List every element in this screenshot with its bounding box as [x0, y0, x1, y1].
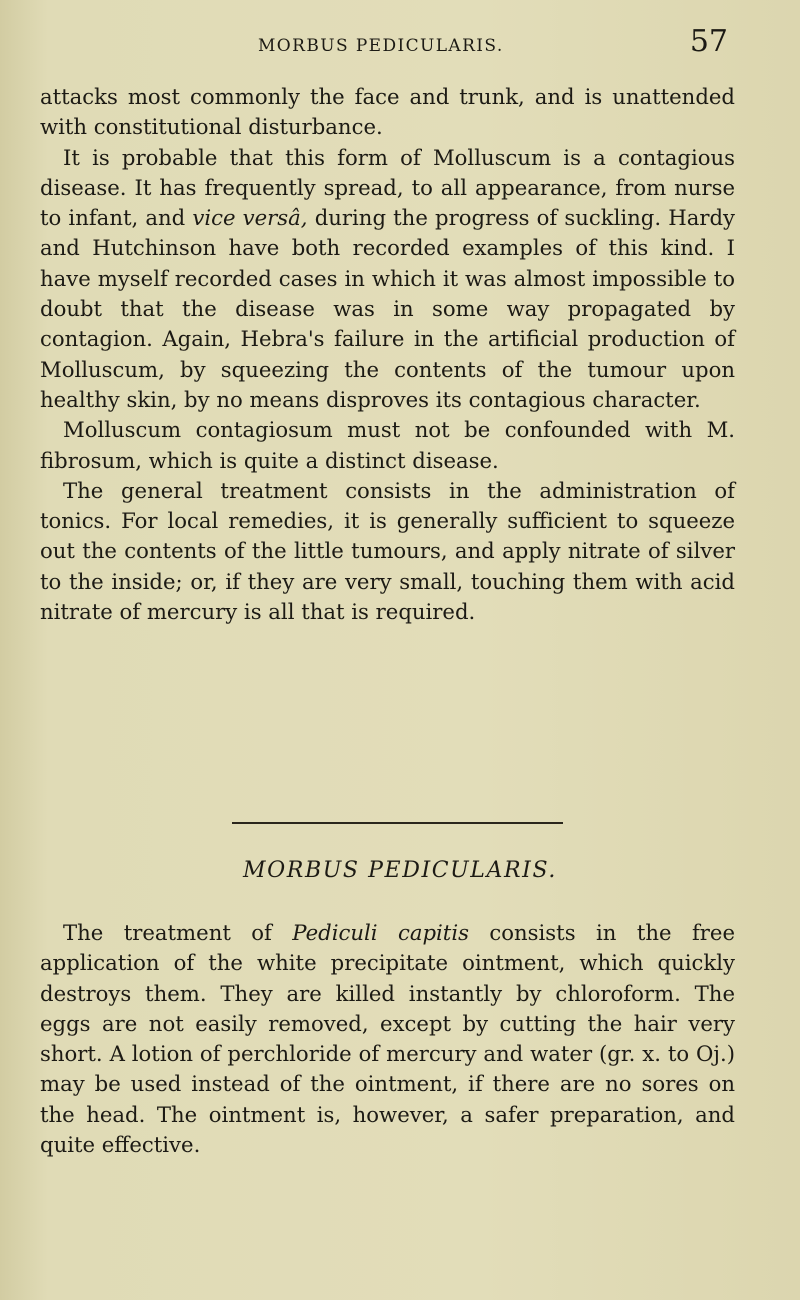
paragraph-contagion	[40, 143, 735, 416]
section-heading: MORBUS PEDICULARIS.	[243, 858, 557, 883]
text-run: during the progress of suckling. Hardy and Hutchinson have both recorded examples of this kind. I have myself recorded cases in which it was almost impossible to doubt that the disease was in some way propagated by contagion. Again, Hebra's failure in the artificial production of Molluscum, by squeezing the contents of the tumour upon healthy skin, by no means disproves its contagious character.	[40, 205, 735, 412]
page-number: 57	[689, 24, 728, 59]
italic-phrase: Pediculi capitis	[292, 920, 469, 945]
text-run: It is probable that this form of Molluscum is a contagious disease. It has frequently spread, to all appearance, from nurse to infant, and	[40, 144, 735, 231]
running-title: MORBUS PEDICULARIS.	[258, 36, 504, 56]
paragraph-treatment: The general treatment consists in the administration of tonics. For local remedies, it is generally sufficient to squeeze out the contents of the little tumours, and apply nitrate of silver to the inside; or, if they are very small, touching them with acid nitrate of mercury is all that is required.	[40, 477, 735, 625]
text-run: The treatment of	[63, 920, 293, 945]
paragraph-pediculi	[40, 918, 735, 1160]
section-divider	[232, 822, 563, 824]
paragraph-continued: attacks most commonly the face and trunk, and is unattended with constitutional disturbance.	[40, 84, 735, 140]
pediculi-section	[40, 918, 735, 1160]
text-run: consists in the free application of the white precipitate ointment, which quickly destroys them. They are killed instantly by chloroform. The eggs are not easily removed, except by cutting the hair very short. A lotion of perchloride of mercury and water (gr. x. to Oj.) may be used instead of the ointment, if there are no sores on the head. The ointment is, however, a safer preparation, and quite effective.	[40, 920, 735, 1158]
paragraph-fibrosum: Molluscum contagiosum must not be confounded with M. fibrosum, which is quite a distinct disease.	[40, 417, 735, 473]
italic-phrase: vice versâ,	[192, 205, 308, 231]
molluscum-section	[40, 82, 735, 627]
